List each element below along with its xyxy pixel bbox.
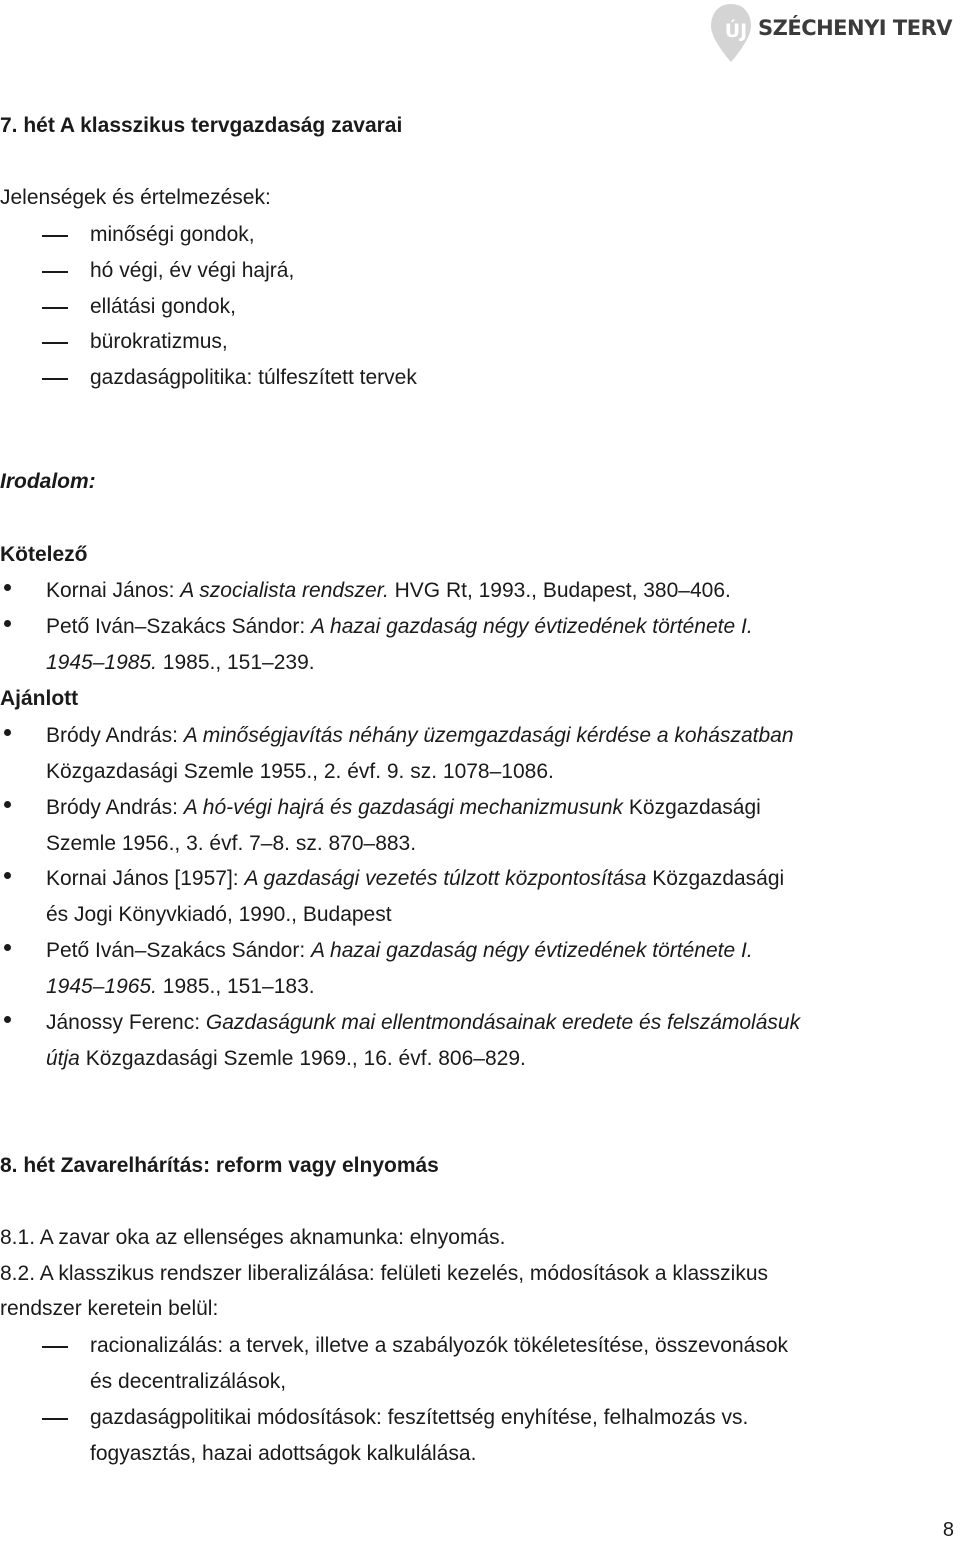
required-item-cont: 1945–1985. 1985., 151–239. <box>46 651 315 674</box>
dash-marker <box>42 342 68 344</box>
bullet-icon <box>4 1016 11 1023</box>
list-item: gazdaságpolitikai módosítások: feszítettség enyhítése, felhalmozás vs. <box>90 1406 749 1429</box>
bullet-icon <box>4 944 11 951</box>
recommended-item-cont: Közgazdasági Szemle 1955., 2. évf. 9. sz. 1078–1086. <box>46 760 554 783</box>
logo-brand: SZÉCHENYI TERV <box>758 16 953 40</box>
recommended-heading: Ajánlott <box>0 687 79 710</box>
week8-title: 8. hét Zavarelhárítás: reform vagy elnyomás <box>0 1154 439 1177</box>
szechenyi-terv-logo <box>706 0 960 70</box>
week7-intro: Jelenségek és értelmezések: <box>0 186 271 209</box>
list-item: ellátási gondok, <box>90 295 236 318</box>
paragraph: 8.2. A klasszikus rendszer liberalizálása: felületi kezelés, módosítások a klasszikus <box>0 1262 769 1285</box>
list-item-cont: és decentralizálások, <box>90 1370 287 1393</box>
bullet-icon <box>4 729 11 736</box>
dash-marker <box>42 307 68 309</box>
list-item: racionalizálás: a tervek, illetve a szabályozók tökéletesítése, összevonások <box>90 1334 789 1357</box>
recommended-item: Bródy András: A hó-végi hajrá és gazdasági mechanizmusunk Közgazdasági <box>46 796 761 819</box>
bullet-icon <box>4 620 11 627</box>
dash-marker <box>42 1346 68 1348</box>
required-heading: Kötelező <box>0 543 88 566</box>
list-item: hó végi, év végi hajrá, <box>90 259 295 282</box>
week7-title: 7. hét A klasszikus tervgazdaság zavarai <box>0 114 403 137</box>
dash-marker <box>42 271 68 273</box>
page-number: 8 <box>942 1519 954 1541</box>
paragraph: 8.1. A zavar oka az ellenséges aknamunka: elnyomás. <box>0 1226 506 1249</box>
dash-marker <box>42 378 68 380</box>
recommended-item-cont: 1945–1965. 1985., 151–183. <box>46 975 315 998</box>
recommended-item-cont: Szemle 1956., 3. évf. 7–8. sz. 870–883. <box>46 832 417 855</box>
recommended-item: Jánossy Ferenc: Gazdaságunk mai ellentmondásainak eredete és felszámolásuk <box>46 1011 801 1034</box>
required-item: Pető Iván–Szakács Sándor: A hazai gazdaság négy évtizedének története I. <box>46 615 753 638</box>
list-item: minőségi gondok, <box>90 223 255 246</box>
recommended-item: Pető Iván–Szakács Sándor: A hazai gazdaság négy évtizedének története I. <box>46 939 753 962</box>
paragraph-cont: rendszer keretein belül: <box>0 1297 219 1320</box>
bullet-icon <box>4 584 11 591</box>
list-item: bürokratizmus, <box>90 330 228 353</box>
bullet-icon <box>4 801 11 808</box>
recommended-item: Bródy András: A minőségjavítás néhány üzemgazdasági kérdése a kohászatban <box>46 724 794 747</box>
recommended-item: Kornai János [1957]: A gazdasági vezetés túlzott központosítása Közgazdasági <box>46 867 785 890</box>
recommended-item-cont: és Jogi Könyvkiadó, 1990., Budapest <box>46 903 392 926</box>
list-item-cont: fogyasztás, hazai adottságok kalkulálása. <box>90 1442 477 1465</box>
dash-marker <box>42 1418 68 1420</box>
bullet-icon <box>4 872 11 879</box>
required-item: Kornai János: A szocialista rendszer. HVG Rt, 1993., Budapest, 380–406. <box>46 579 731 602</box>
dash-marker <box>42 235 68 237</box>
list-item: gazdaságpolitika: túlfeszített tervek <box>90 366 417 389</box>
literature-heading: Irodalom: <box>0 470 96 493</box>
logo-mark: ÚJ <box>724 20 748 42</box>
recommended-item-cont: útja Közgazdasági Szemle 1969., 16. évf. 806–829. <box>46 1047 526 1070</box>
